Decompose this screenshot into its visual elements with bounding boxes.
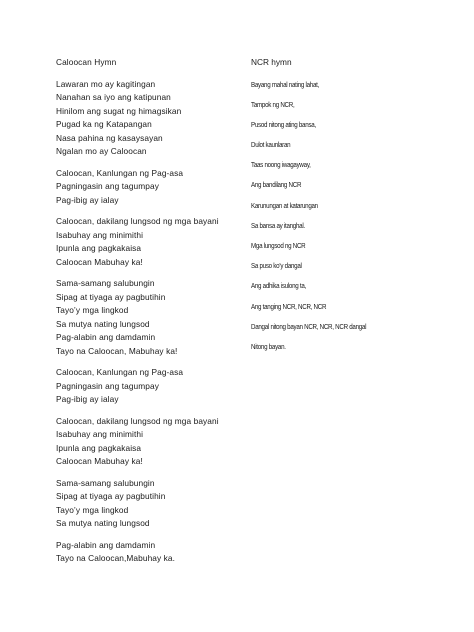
- lyric-line: Pag-ibig ay ialay: [56, 394, 119, 404]
- stanza: [56, 277, 236, 358]
- stanza: [56, 477, 236, 531]
- stanza: [56, 78, 236, 159]
- lyric-line: Caloocan, Kanlungan ng Pag-asa: [56, 167, 184, 178]
- stanza: [56, 215, 236, 269]
- lyric-line: Lawaran mo ay kagitingan: [56, 78, 156, 89]
- lyric-line: Karunungan at katarungan: [251, 200, 318, 210]
- stanza: [56, 415, 236, 469]
- lyric-line: Sipag at tiyaga ay pagbutihin: [56, 291, 166, 302]
- ncr-hymn-title: NCR hymn: [251, 57, 292, 67]
- lyric-line: Dulot kaunlaran: [251, 140, 291, 150]
- lyric-line: Nasa pahina ng kasaysayan: [56, 132, 163, 143]
- lyric-line: Mga lungsod ng NCR: [251, 241, 306, 250]
- lyric-line: Dangal nitong bayan NCR, NCR, NCR dangal: [251, 321, 367, 331]
- lyric-line: Tayo na Caloocan,Mabuhay ka.: [56, 553, 176, 563]
- lyric-line: Bayang mahal nating lahat,: [251, 79, 320, 89]
- lyric-line: Ipunla ang pagkakaisa: [56, 243, 142, 253]
- lyric-line: Caloocan, Kanlungan ng Pag-asa: [56, 367, 184, 377]
- lyric-line: Ngalan mo ay Caloocan: [56, 146, 147, 156]
- stanza: [56, 539, 236, 566]
- ncr-hymn-column: [251, 56, 451, 360]
- caloocan-hymn-column: [56, 56, 236, 574]
- lyric-line: Isabuhay ang minimithi: [56, 229, 144, 240]
- lyric-line: Pagningasin ang tagumpay: [56, 380, 159, 391]
- lyric-line: Tayo na Caloocan, Mabuhay ka!: [56, 345, 178, 356]
- caloocan-hymn-title: Caloocan Hymn: [56, 57, 117, 67]
- lyric-line: Pag-ibig ay ialay: [56, 194, 119, 205]
- lyric-line: Nitong bayan.: [251, 341, 286, 351]
- stanza: [56, 167, 236, 208]
- lyric-line: Tayo’y mga lingkod: [56, 504, 129, 515]
- lyric-line: Caloocan Mabuhay ka!: [56, 456, 143, 466]
- lyric-line: Ang bandilang NCR: [251, 180, 302, 190]
- lyric-line: Pagningasin ang tagumpay: [56, 181, 159, 191]
- lyric-line: Pugad ka ng Katapangan: [56, 119, 152, 129]
- stanza: [56, 366, 236, 407]
- lyric-line: Sa puso ko’y dangal: [251, 261, 302, 271]
- lyric-line: Tampok ng NCR,: [251, 99, 295, 109]
- lyric-line: Sa mutya nating lungsod: [56, 518, 150, 528]
- lyric-line: Isabuhay ang minimithi: [56, 429, 144, 439]
- lyric-line: Sama-samang salubungin: [56, 477, 155, 488]
- lyric-line: Nanahan sa iyo ang katipunan: [56, 92, 171, 102]
- lyric-line: Pusod nitong ating bansa,: [251, 119, 316, 129]
- lyric-line: Pag-alabin ang damdamin: [56, 539, 156, 550]
- lyric-line: Ipunla ang pagkakaisa: [56, 442, 142, 453]
- lyric-line: Tayo’y mga lingkod: [56, 305, 129, 315]
- lyric-line: Hinilom ang sugat ng himagsikan: [56, 105, 182, 116]
- lyric-line: Caloocan Mabuhay ka!: [56, 256, 143, 267]
- lyric-line: Pag-alabin ang damdamin: [56, 332, 156, 342]
- lyric-line: Caloocan, dakilang lungsod ng mga bayani: [56, 415, 219, 426]
- lyric-line: Sama-samang salubungin: [56, 278, 155, 288]
- lyric-line: Sipag at tiyaga ay pagbutihin: [56, 491, 166, 501]
- lyric-line: Sa mutya nating lungsod: [56, 318, 150, 329]
- lyric-line: Ang adhika isulong ta,: [251, 281, 306, 291]
- lyric-line: Caloocan, dakilang lungsod ng mga bayani: [56, 216, 219, 226]
- lyric-line: Ang tanging NCR, NCR, NCR: [251, 301, 327, 311]
- lyric-line: Taas noong iwagayway,: [251, 160, 311, 170]
- lyric-line: Sa bansa ay itanghal.: [251, 220, 305, 230]
